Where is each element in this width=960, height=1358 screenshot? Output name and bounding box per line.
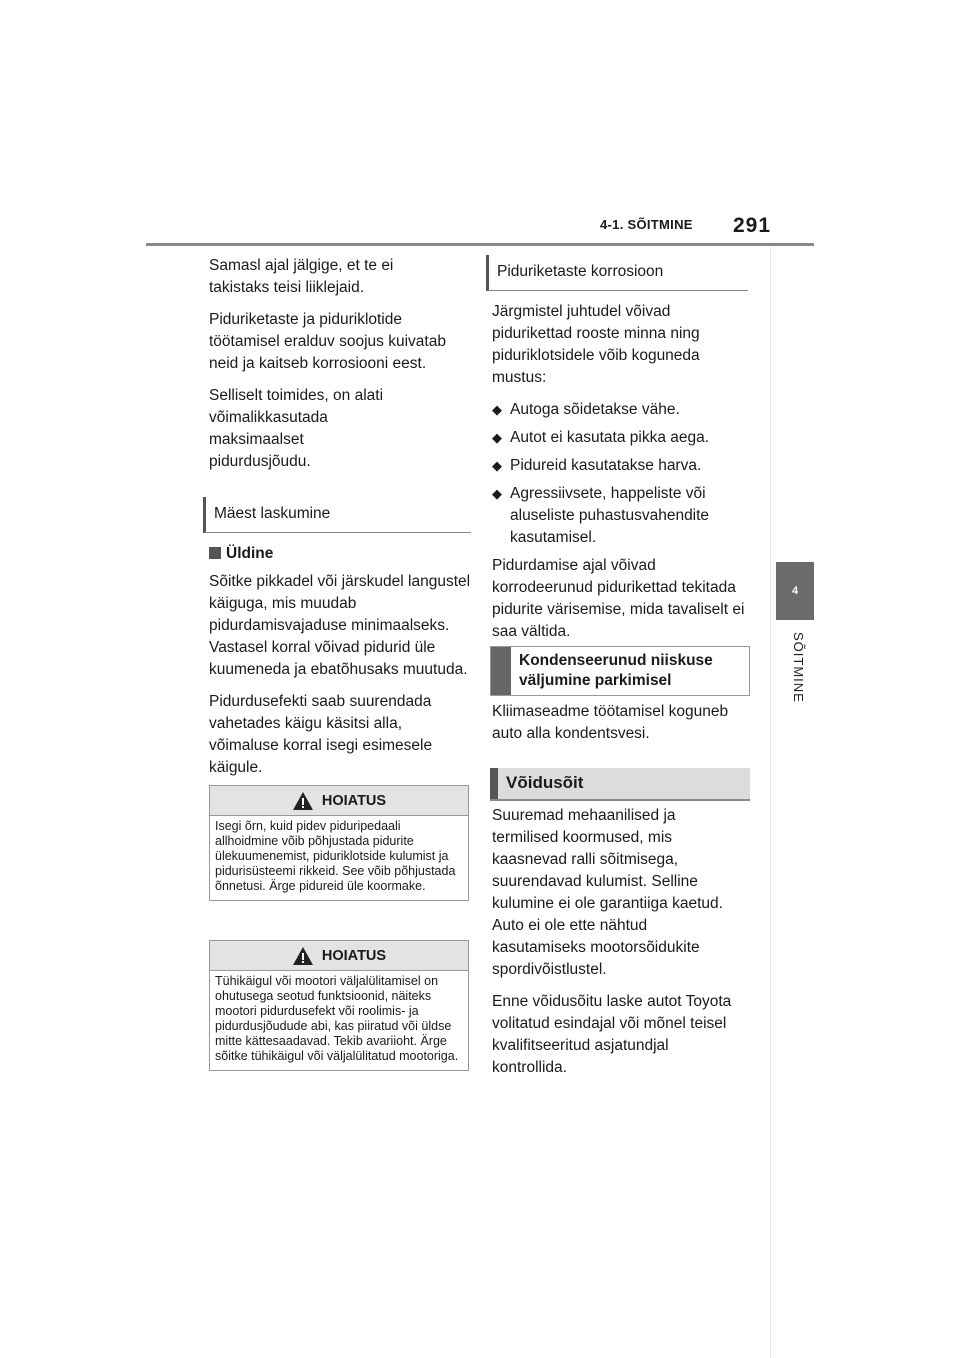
section-title: 4-1. SÕITMINE — [600, 217, 693, 232]
paragraph: Sõitke pikkadel või järskudel langustel käiguga, mis muudab pidurdamisvajaduse minimaalseks. Vastasel korral võivad pidurid üle kuumeneda ja ebatõhusaks muutuda. — [209, 573, 471, 678]
diamond-bullet-icon: ◆ — [492, 486, 502, 501]
paragraph: Enne võidusõitu laske autot Toyota volitatud esindajal või mõnel teisel kvalifitseeritud asjatundjal kontrollida. — [492, 993, 732, 1076]
paragraph: Pidurdamise ajal võivad korrodeerunud pidurikettad tekitada pidurite värisemise, mida tavaliselt ei saa vältida. — [492, 557, 745, 640]
list-item: ◆ Autoga sõidetakse vähe. — [492, 399, 754, 421]
list-item: ◆ Autot ei kasutata pikka aega. — [492, 427, 754, 449]
side-divider — [770, 246, 771, 1358]
diamond-bullet-icon: ◆ — [492, 402, 502, 417]
warning-text: Isegi õrn, kuid pidev piduripedaali allhoidmine võib põhjustada pidurite ülekuumenemist, piduriklotside kulumist ja pidurisüsteemi rikkeid. See võib põhjustada õnnetusi. Ärge pidureid üle koormake. — [215, 819, 456, 893]
warning-box-2 — [209, 940, 469, 1071]
right-column-racing — [492, 805, 754, 1089]
subheading-disc-corrosion: Piduriketaste korrosioon — [486, 255, 748, 291]
warning-triangle-icon — [292, 946, 314, 966]
paragraph: Pidurdusefekti saab suurendada vahetades käigu käsitsi alla, võimaluse korral isegi esimesele käigule. — [209, 693, 433, 776]
box-heading-condensation: Kondenseerunud niiskuse väljumine parkimisel — [490, 646, 750, 696]
list-item: ◆ Agressiivsete, happeliste või aluseliste puhastusvahendite kasutamisel. — [492, 483, 754, 549]
square-bullet-icon — [209, 547, 221, 559]
header-divider — [146, 243, 814, 246]
paragraph: Selliselt toimides, on alati võimalikkasutada maksimaalset pidurdusjõudu. — [209, 387, 384, 470]
warning-box-1 — [209, 785, 469, 901]
diamond-bullet-icon: ◆ — [492, 430, 502, 445]
warning-triangle-icon — [292, 791, 314, 811]
warning-header: HOIATUS — [210, 941, 468, 971]
warning-text: Tühikäigul või mootori väljalülitamisel on ohutusega seotud funktsioonid, näiteks mootori pidurdusefekt või roolimis- ja pidurdusjõudude abi, kas piiratud või üldse mitte kättesaadavad. Tekib avariioht. Ärge sõitke tühikäigul või väljalülitatud mootoriga. — [215, 974, 459, 1063]
chapter-tab: 4 — [776, 562, 814, 620]
chapter-label: SÕITMINE — [791, 632, 806, 703]
paragraph: Piduriketaste ja piduriklotide töötamisel eralduv soojus kuivatab neid ja kaitseb korrosiooni eest. — [209, 311, 446, 372]
left-column — [209, 255, 471, 817]
subheading-downhill: Mäest laskumine — [203, 497, 471, 533]
paragraph: Suuremad mehaanilised ja termilised koormused, mis kaasnevad ralli sõitmisega, suurendavad kulumist. Selline kulumine ei ole garantiiga kaetud. Auto ei ole ette nähtud kasutamiseks mootorsõidukite spordivõistlustel. — [492, 807, 723, 978]
section-heading-racing: Võidusõit — [490, 768, 750, 801]
diamond-bullet-icon: ◆ — [492, 458, 502, 473]
page-number: 291 — [733, 214, 772, 237]
paragraph: Kliimaseadme töötamisel koguneb auto alla kondentsvesi. — [492, 703, 729, 742]
right-column — [492, 255, 754, 653]
mark-heading-general: Üldine — [209, 543, 471, 565]
list-item: ◆ Pidureid kasutatakse harva. — [492, 455, 754, 477]
paragraph: Järgmistel juhtudel võivad pidurikettad rooste minna ning piduriklotsidele võib koguneda mustus: — [492, 303, 700, 386]
warning-header: HOIATUS — [210, 786, 468, 816]
right-column-lower — [492, 701, 754, 755]
paragraph: Samasl ajal jälgige, et te ei takistaks teisi liiklejaid. — [209, 257, 394, 296]
